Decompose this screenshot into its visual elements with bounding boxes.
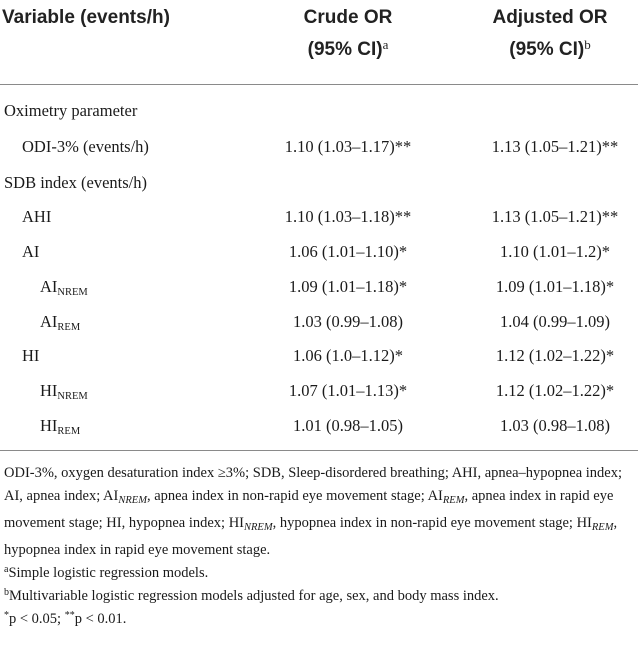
table-row	[0, 199, 638, 235]
table-row	[0, 373, 638, 409]
table-row	[0, 165, 638, 201]
adjusted-or-value: 1.12 (1.02–1.22)*	[495, 381, 615, 400]
crude-or-value: 1.10 (1.03–1.18)**	[284, 207, 412, 226]
header-crude-or	[248, 2, 448, 66]
crude-or-value: 1.06 (1.0–1.12)*	[293, 346, 403, 365]
row-label: $HI_{NREM}$	[40, 381, 88, 402]
crude-or-value: 1.06 (1.01–1.10)*	[288, 242, 408, 261]
header-adjusted-line1: Adjusted OR	[492, 7, 608, 28]
footnote-b: $^b$Multivariable logistic regression models adjusted for age, sex, and body mass index.	[4, 587, 499, 604]
row-label: AI	[22, 242, 40, 261]
adjusted-or-value: 1.13 (1.05–1.21)**	[491, 137, 619, 156]
adjusted-or-value: 1.12 (1.02–1.22)*	[495, 346, 615, 365]
table-row	[0, 408, 638, 444]
table-footnotes	[4, 462, 636, 631]
header-variable: Variable (events/h)	[2, 7, 170, 28]
adjusted-or-value: 1.03 (0.98–1.08)	[500, 416, 610, 435]
adjusted-or-value: 1.13 (1.05–1.21)**	[491, 207, 619, 226]
row-label: $HI_{REM}$	[40, 416, 81, 437]
header-crude-line2: (95% CI)$^a$	[307, 37, 389, 60]
row-label: $AI_{NREM}$	[40, 277, 88, 298]
table-row	[0, 129, 638, 165]
crude-or-value: 1.10 (1.03–1.17)**	[284, 137, 412, 156]
row-label: $AI_{REM}$	[40, 312, 81, 333]
footnote-a: $^a$Simple logistic regression models.	[4, 564, 209, 581]
adjusted-or-value: 1.04 (0.99–1.09)	[500, 312, 610, 331]
crude-or-value: 1.07 (1.01–1.13)*	[288, 381, 408, 400]
header-crude-line1: Crude OR	[303, 7, 393, 28]
table-row	[0, 234, 638, 270]
table-row	[0, 93, 638, 129]
abbreviations-note: ODI-3%, oxygen desaturation index ≥3%; SDB, Sleep-disordered breathing; AHI, apnea–hypopnea index; AI, apnea index; $AI_{NREM}$, apnea index in non-rapid eye movement stage; $AI_{REM}$, apnea index in rapid eye movement stage; HI, hypopnea index; $HI_{NREM}$, hypopnea index in non-rapid eye movement stage; $HI_{REM}$, hypopnea index in rapid eye movement stage.	[4, 465, 623, 558]
row-label: ODI-3% (events/h)	[22, 137, 149, 156]
row-label: HI	[22, 346, 40, 365]
crude-or-value: 1.01 (0.98–1.05)	[293, 416, 403, 435]
row-label: SDB index (events/h)	[4, 173, 147, 192]
row-label: AHI	[22, 207, 52, 226]
header-divider	[0, 84, 638, 85]
adjusted-or-value: 1.09 (1.01–1.18)*	[495, 277, 615, 296]
crude-or-value: 1.03 (0.99–1.08)	[293, 312, 403, 331]
header-adjusted-or	[460, 2, 638, 66]
row-label: Oximetry parameter	[4, 101, 138, 120]
crude-or-value: 1.09 (1.01–1.18)*	[288, 277, 408, 296]
adjusted-or-value: 1.10 (1.01–1.2)*	[500, 242, 610, 261]
footnote-significance: *p < 0.05; **p < 0.01.	[4, 610, 127, 627]
header-adjusted-line2: (95% CI)$^b$	[509, 37, 591, 60]
table-bottom-divider	[0, 450, 638, 451]
table-row	[0, 304, 638, 340]
table-row	[0, 269, 638, 305]
table-row	[0, 338, 638, 374]
